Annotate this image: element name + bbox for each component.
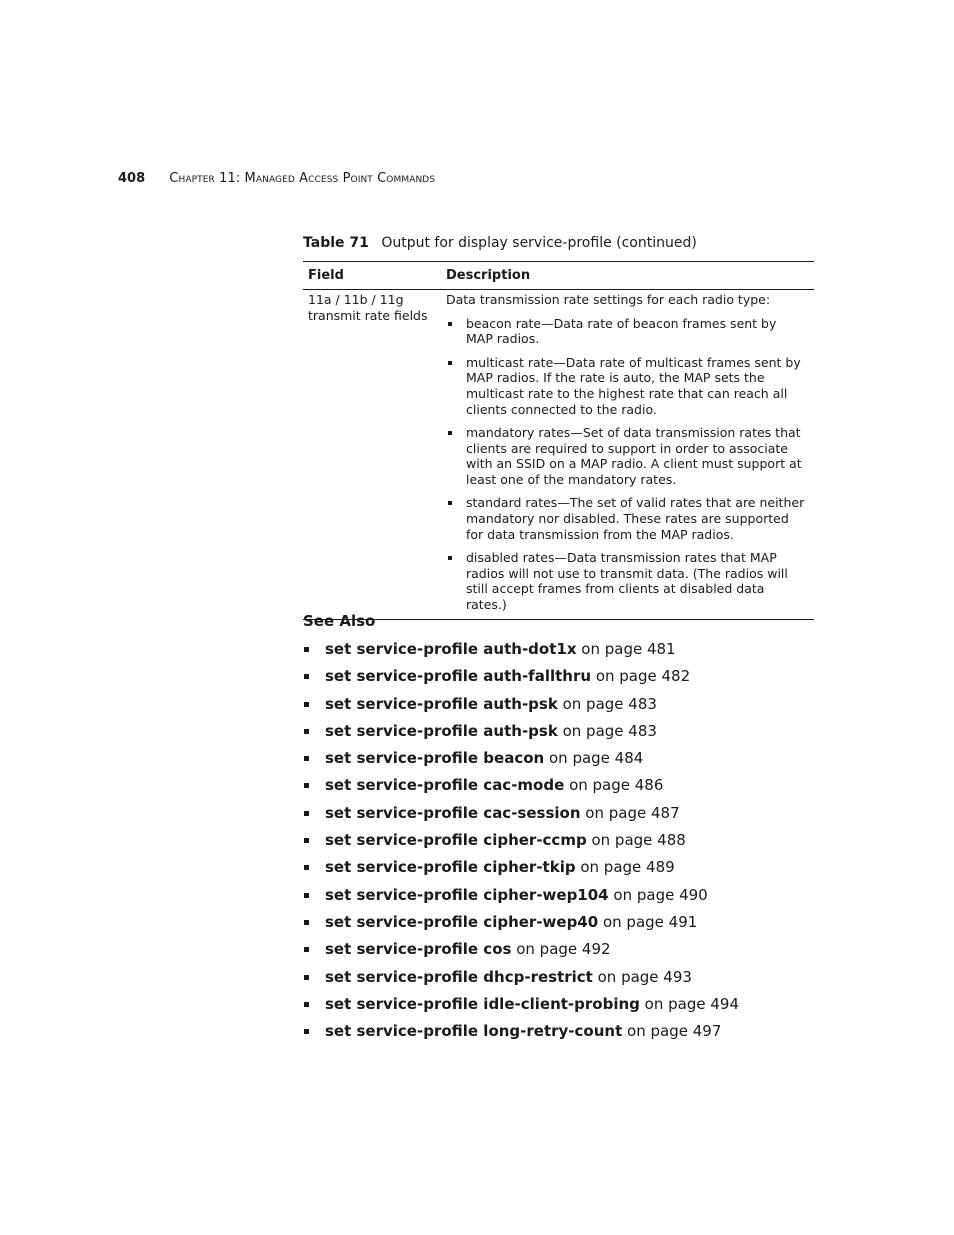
description-bullet-item	[446, 355, 806, 418]
description-bullet-item	[446, 425, 806, 488]
description-bullet-list	[446, 316, 806, 613]
description-bullet-text: beacon rate—Data rate of beacon frames sent by MAP radios.	[466, 315, 777, 347]
field-cell	[303, 291, 442, 613]
square-bullet-icon	[304, 647, 309, 652]
table-row	[303, 290, 814, 619]
page-reference: on page 482	[595, 667, 691, 686]
page-number: 408	[118, 171, 146, 186]
description-bullet-text: multicast rate—Data rate of multicast frames sent by MAP radios. If the rate is auto, the MAP sets the multicast rate to the highest rate that can reach all clients connected to the radio.	[466, 354, 801, 417]
field-name-line1: 11a / 11b / 11g	[308, 292, 404, 307]
square-bullet-icon	[448, 322, 452, 326]
description-bullet-item	[446, 316, 806, 347]
see-also-item[interactable]	[303, 638, 739, 665]
command-name: set service-profile cac-session	[325, 803, 581, 822]
table-caption-label: Table 71	[303, 235, 369, 251]
page-reference: on page 483	[562, 694, 657, 713]
command-name: set service-profile auth-dot1x	[325, 640, 577, 658]
see-also-item[interactable]	[303, 884, 739, 911]
page-reference: on page 488	[591, 831, 686, 850]
see-also-item[interactable]	[303, 1020, 739, 1047]
square-bullet-icon	[304, 756, 309, 761]
square-bullet-icon	[304, 674, 309, 679]
square-bullet-icon	[448, 501, 452, 505]
see-also-item[interactable]	[303, 911, 739, 938]
command-name: set service-profile cipher-wep104	[325, 885, 609, 904]
command-name: set service-profile cipher-tkip	[325, 858, 576, 877]
see-also-list	[303, 638, 739, 1047]
see-also-item[interactable]	[303, 938, 739, 965]
running-header	[118, 171, 435, 186]
command-name: set service-profile long-retry-count	[325, 1022, 623, 1041]
description-bullet-item	[446, 495, 806, 542]
see-also-item[interactable]	[303, 802, 739, 829]
square-bullet-icon	[448, 361, 452, 365]
square-bullet-icon	[304, 975, 309, 980]
command-name: set service-profile idle-client-probing	[325, 994, 640, 1013]
square-bullet-icon	[448, 431, 452, 435]
see-also-item[interactable]	[303, 774, 739, 801]
command-name: set service-profile auth-fallthru	[325, 667, 592, 686]
square-bullet-icon	[304, 729, 309, 734]
command-name: set service-profile cipher-ccmp	[325, 831, 587, 850]
square-bullet-icon	[304, 702, 309, 707]
chapter-title: Chapter 11: Managed Access Point Commands	[169, 171, 436, 186]
see-also-item[interactable]	[303, 747, 739, 774]
page-reference: on page 493	[597, 967, 692, 986]
square-bullet-icon	[304, 1002, 309, 1007]
command-name: set service-profile auth-psk	[325, 721, 558, 740]
page-reference: on page 494	[644, 994, 739, 1013]
command-name: set service-profile cipher-wep40	[325, 912, 599, 931]
square-bullet-icon	[304, 865, 309, 870]
page-reference: on page 487	[585, 803, 680, 822]
description-bullet-text: disabled rates—Data transmission rates that MAP radios will not use to transmit data. (The radios will still accept frames from clients at disabled data rates.)	[466, 549, 788, 612]
see-also-item[interactable]	[303, 993, 739, 1020]
command-name: set service-profile beacon	[325, 749, 545, 768]
see-also-item[interactable]	[303, 665, 739, 692]
square-bullet-icon	[304, 1029, 309, 1034]
table-caption-text: Output for display service-profile (continued)	[381, 235, 697, 251]
command-name: set service-profile cac-mode	[325, 776, 565, 795]
description-bullet-text: mandatory rates—Set of data transmission rates that clients are required to support in order to associate with an SSID on a MAP radio. A client must support at least one of the mandatory rates.	[466, 424, 802, 488]
see-also-item[interactable]	[303, 693, 739, 720]
square-bullet-icon	[304, 838, 309, 843]
page-reference: on page 497	[627, 1022, 722, 1041]
see-also-heading: See Also	[303, 612, 376, 630]
output-table	[303, 261, 814, 620]
command-name: set service-profile auth-psk	[325, 694, 558, 713]
page-reference: on page 481	[581, 640, 676, 658]
table-caption	[303, 235, 697, 251]
square-bullet-icon	[304, 811, 309, 816]
column-header-description: Description	[446, 268, 531, 283]
table-header-row	[303, 262, 814, 290]
page-reference: on page 492	[516, 940, 611, 959]
see-also-item[interactable]	[303, 720, 739, 747]
square-bullet-icon	[448, 556, 452, 560]
square-bullet-icon	[304, 783, 309, 788]
page-reference: on page 489	[580, 858, 675, 877]
square-bullet-icon	[304, 893, 309, 898]
page-reference: on page 483	[562, 721, 657, 740]
see-also-item[interactable]	[303, 856, 739, 883]
description-intro: Data transmission rate settings for each radio type:	[446, 292, 771, 307]
square-bullet-icon	[304, 920, 309, 925]
square-bullet-icon	[304, 947, 309, 952]
command-name: set service-profile dhcp-restrict	[325, 967, 593, 986]
field-name-line2: transmit rate fields	[308, 307, 428, 323]
description-cell	[442, 291, 814, 613]
see-also-item[interactable]	[303, 966, 739, 993]
description-bullet-item	[446, 550, 806, 613]
command-name: set service-profile cos	[325, 940, 512, 959]
column-header-field: Field	[308, 268, 344, 283]
see-also-item[interactable]	[303, 829, 739, 856]
description-bullet-text: standard rates—The set of valid rates that are neither mandatory nor disabled. These rates are supported for data transmission from the MAP radios.	[466, 495, 805, 542]
page-reference: on page 490	[613, 885, 708, 904]
page-reference: on page 484	[549, 749, 644, 768]
page-reference: on page 491	[602, 912, 698, 931]
page-reference: on page 486	[569, 776, 664, 795]
